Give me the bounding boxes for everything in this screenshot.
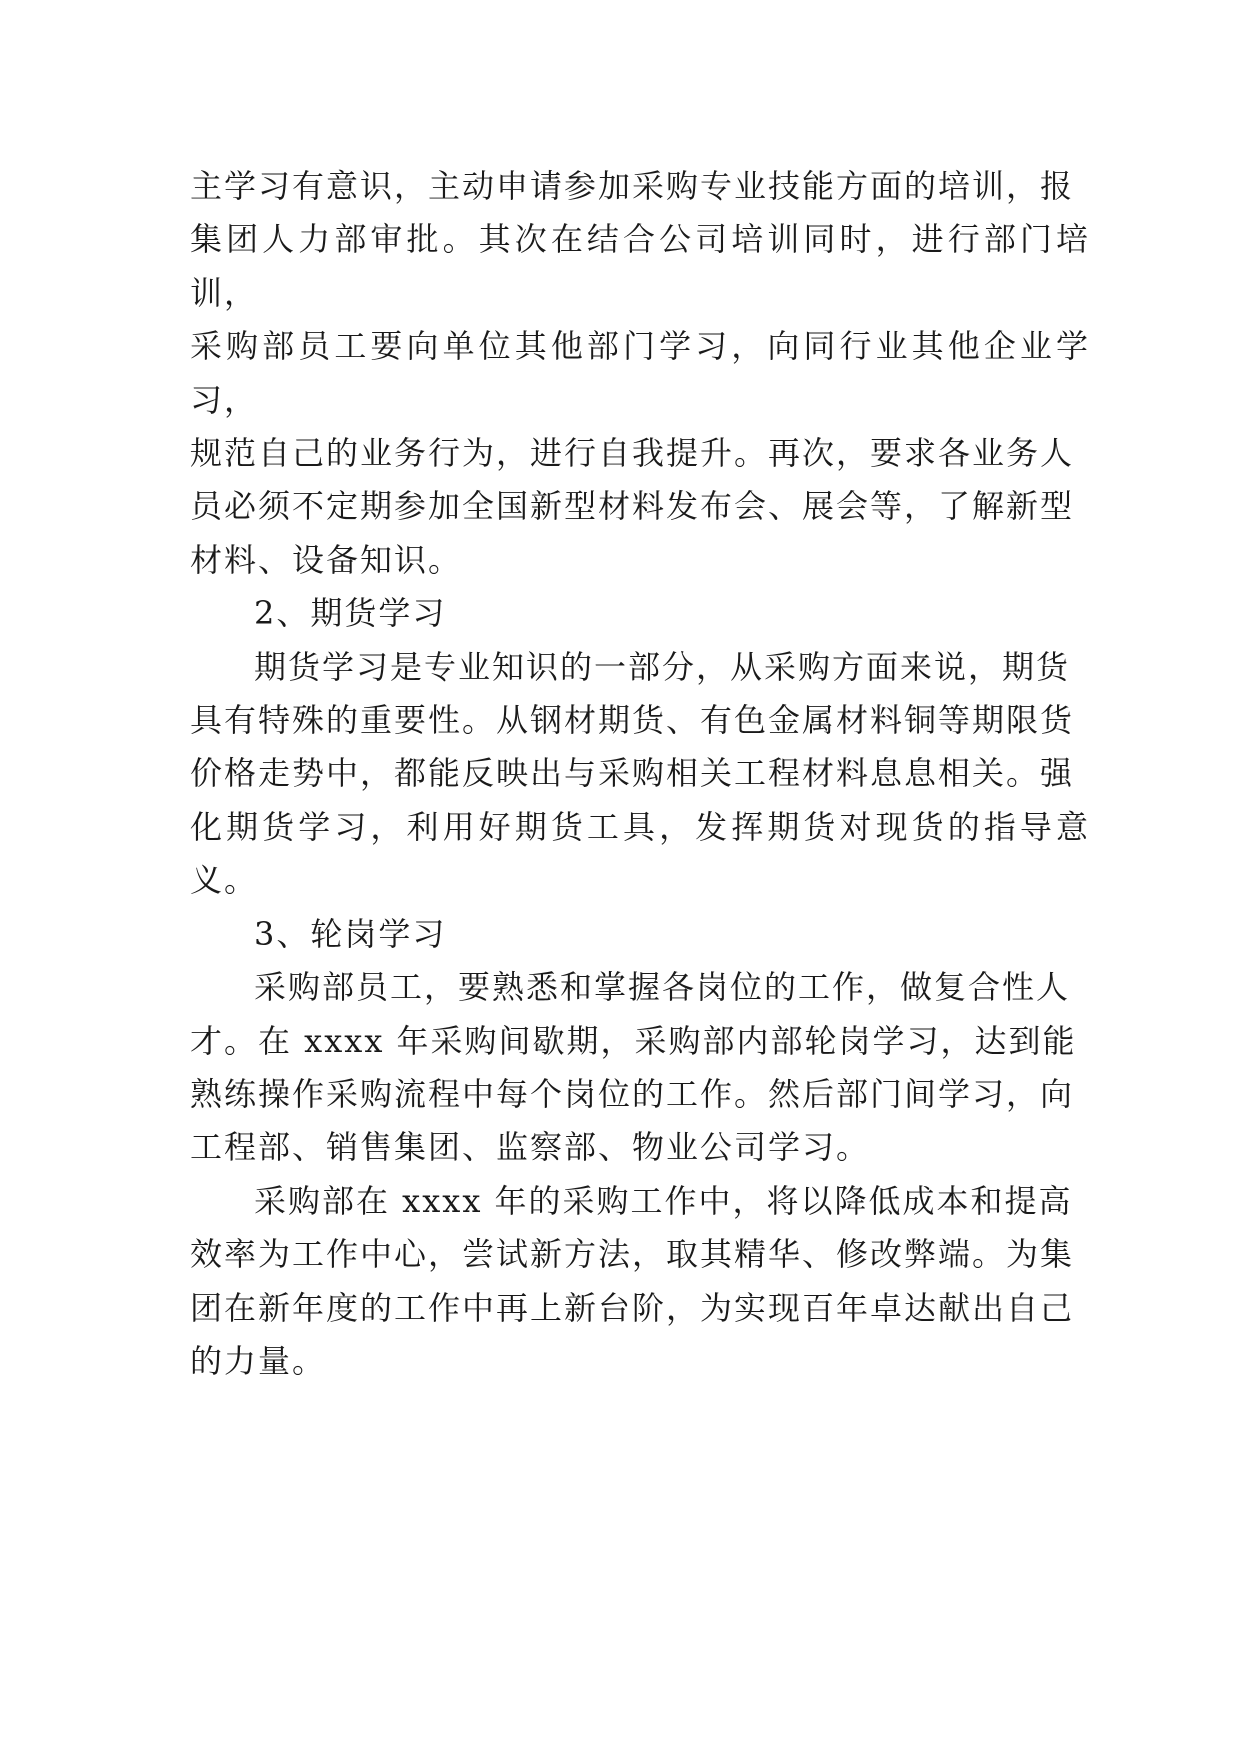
text-line: 化期货学习，利用好期货工具，发挥期货对现货的指导意义。	[190, 807, 1090, 900]
text-line: 材料、设备知识。	[190, 540, 463, 579]
text-line: 工程部、销售集团、监察部、物业公司学习。	[190, 1128, 871, 1167]
text-line: 效率为工作中心，尝试新方法，取其精华、修改弊端。为集	[190, 1235, 1075, 1274]
text-line: 期货学习是专业知识的一部分，从采购方面来说，期货	[254, 647, 1071, 686]
text-line: 规范自己的业务行为，进行自我提升。再次，要求各业务人	[190, 434, 1075, 473]
heading-text: 2、期货学习	[254, 594, 447, 633]
text-line: 价格走势中，都能反映出与采购相关工程材料息息相关。强	[190, 754, 1075, 793]
text-line: 员必须不定期参加全国新型材料发布会、展会等，了解新型	[190, 487, 1075, 526]
text-line: 团在新年度的工作中再上新台阶，为实现百年卓达献出自己	[190, 1288, 1075, 1327]
text-line: 熟练操作采购流程中每个岗位的工作。然后部门间学习，向	[190, 1074, 1075, 1113]
heading-text: 3、轮岗学习	[254, 914, 447, 953]
section-heading-rotation	[190, 908, 1090, 961]
text-line: 采购部在 xxxx 年的采购工作中，将以降低成本和提高	[254, 1181, 1073, 1220]
paragraph-conclusion	[190, 1175, 1090, 1389]
paragraph-rotation-study	[190, 961, 1090, 1175]
document-body	[190, 160, 1090, 1388]
text-line: 才。在 xxxx 年采购间歇期，采购部内部轮岗学习，达到能	[190, 1021, 1077, 1060]
paragraph-self-study-continued	[190, 160, 1090, 587]
section-heading-futures	[190, 587, 1090, 640]
text-line: 的力量。	[190, 1341, 327, 1380]
text-line: 集团人力部审批。其次在结合公司培训同时，进行部门培训，	[190, 220, 1090, 312]
paragraph-futures-study	[190, 641, 1090, 908]
text-line: 采购部员工要向单位其他部门学习，向同行业其他企业学习，	[190, 327, 1090, 419]
text-line: 采购部员工，要熟悉和掌握各岗位的工作，做复合性人	[254, 968, 1071, 1007]
text-line: 具有特殊的重要性。从钢材期货、有色金属材料铜等期限货	[190, 701, 1075, 740]
text-line: 主学习有意识，主动申请参加采购专业技能方面的培训，报	[190, 167, 1075, 205]
